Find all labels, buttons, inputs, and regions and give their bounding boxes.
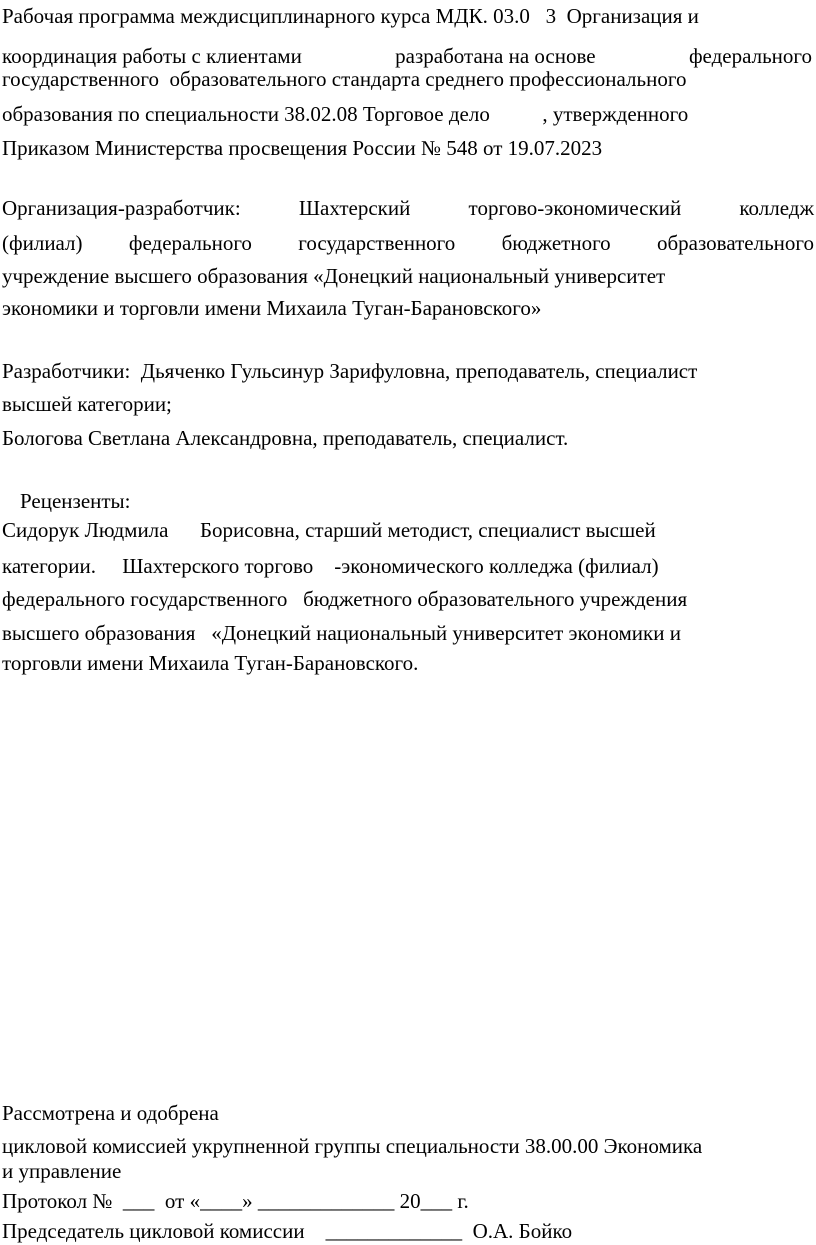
organization-line-2-part-2: федерального [128,231,252,255]
organization-line-1-part-1: Организация-разработчик: [2,196,241,220]
approval-line-2: цикловой комиссией укрупненной группы специальности 38.00.00 Экономика [2,1134,703,1158]
organization-line-1 [2,196,814,220]
organization-line-2-part-3: государственного [298,231,456,255]
approval-chairman-line: Председатель цикловой комиссии _____________ О.А. Бойко [2,1219,573,1243]
organization-line-1-part-4: колледж [739,196,814,220]
approval-protocol-line: Протокол № ___ от «____» _____________ 20___ г. [2,1189,469,1213]
approval-line-1: Рассмотрена и одобрена [2,1101,219,1125]
developers-line-3: Бологова Светлана Александровна, преподаватель, специалист. [2,426,569,450]
reviewers-line-4: высшего образования «Донецкий национальный университет экономики и [2,621,681,645]
organization-line-2-part-4: бюджетного [501,231,611,255]
reviewers-heading: Рецензенты: [20,489,131,513]
reviewers-line-1: Сидорук Людмила Борисовна, старший методист, специалист высшей [2,518,656,542]
reviewers-line-5: торговли имени Михаила Туган-Барановского. [2,651,419,675]
reviewers-line-2: категории. Шахтерского торгово -экономического колледжа (филиал) [2,554,659,578]
program-line-3: государственного образовательного стандарта среднего профессионального [2,67,687,91]
approval-line-3: и управление [2,1159,122,1183]
organization-line-4: экономики и торговли имени Михаила Туган-Барановского» [2,296,542,320]
program-line-4: образования по специальности 38.02.08 Торговое дело , утвержденного [2,102,689,126]
organization-line-3: учреждение высшего образования «Донецкий национальный университет [2,264,666,288]
developers-line-2: высшей категории; [2,392,172,416]
program-line-1: Рабочая программа междисциплинарного курса МДК. 03.0 3 Организация и [2,4,699,28]
organization-line-2-part-5: образовательного [657,231,814,255]
organization-line-1-part-3: торгово-экономический [468,196,682,220]
program-line-2-part-1: координация работы с клиентами [2,44,302,68]
program-line-2-part-2: разработана на основе [395,44,596,68]
program-line-2 [2,44,812,68]
developers-line-1: Разработчики: Дьяченко Гульсинур Зарифуловна, преподаватель, специалист [2,359,698,383]
organization-line-2-part-1: (филиал) [2,231,83,255]
organization-line-2 [2,231,814,255]
program-line-2-part-3: федерального [688,44,812,68]
program-line-5: Приказом Министерства просвещения России № 548 от 19.07.2023 [2,136,603,160]
organization-line-1-part-2: Шахтерский [298,196,411,220]
reviewers-line-3: федерального государственного бюджетного образовательного учреждения [2,587,688,611]
